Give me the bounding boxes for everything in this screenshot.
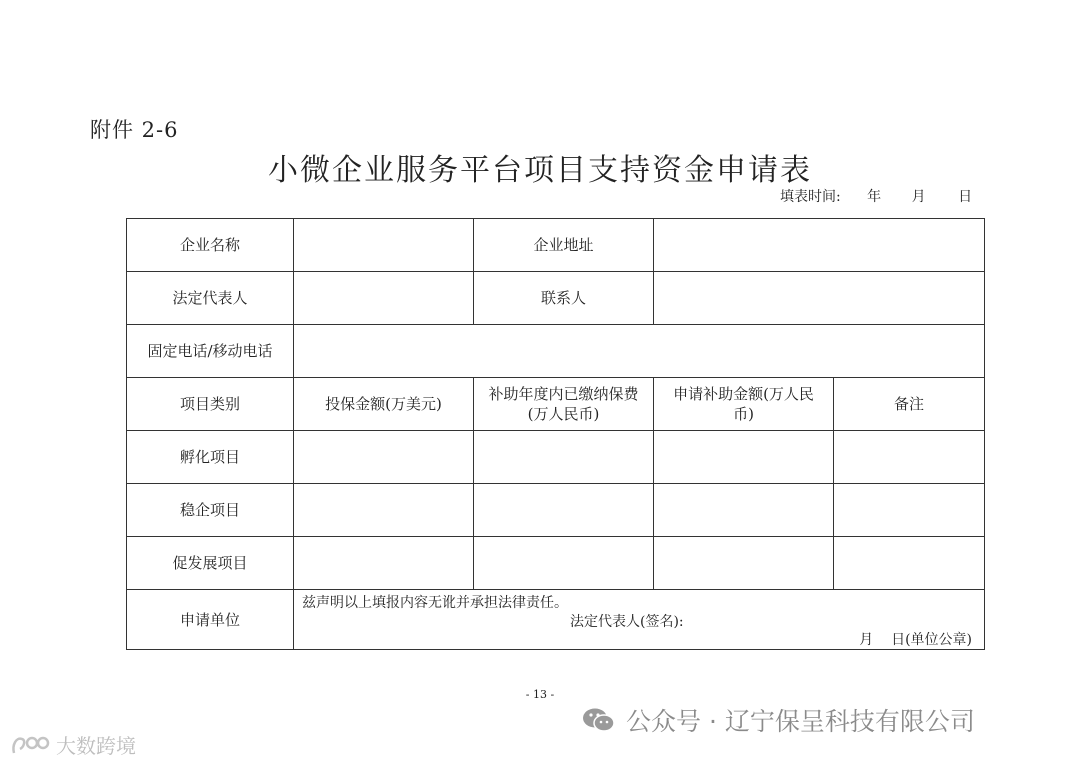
stability-insured-field[interactable] [294, 484, 474, 537]
development-premium-field[interactable] [474, 537, 654, 590]
stability-remarks-field[interactable] [834, 484, 985, 537]
incubation-insured-field[interactable] [294, 431, 474, 484]
fill-date [780, 186, 972, 206]
wechat-watermark [582, 702, 975, 738]
form-title: 小微企业服务平台项目支持资金申请表 [268, 153, 812, 188]
declaration-date-line: 月 日(单位公章) [859, 632, 972, 648]
fill-date-label: 填表时间: [780, 189, 841, 205]
premium-paid-header-line2: (万人民币) [527, 405, 600, 423]
table-row [127, 378, 985, 431]
subsidy-header-line1: 申请补助金额(万人民 [673, 385, 814, 403]
table-row [127, 431, 985, 484]
phone-label: 固定电话/移动电话 [127, 325, 294, 378]
development-subsidy-field[interactable] [654, 537, 834, 590]
declaration-line1: 兹声明以上填报内容无讹并承担法律责任。 [302, 595, 568, 611]
contact-field[interactable] [654, 272, 985, 325]
premium-paid-header [474, 378, 654, 431]
page-number: - 13 - [525, 688, 555, 701]
fill-date-month: 月 [911, 189, 926, 205]
table-row [127, 219, 985, 272]
application-form-table [126, 218, 985, 650]
applicant-label: 申请单位 [127, 590, 294, 650]
wechat-watermark-text: 公众号 · 辽宁保呈科技有限公司 [626, 707, 975, 736]
incubation-premium-field[interactable] [474, 431, 654, 484]
premium-paid-header-line1: 补助年度内已缴纳保费 [488, 385, 639, 403]
company-address-label: 企业地址 [474, 219, 654, 272]
declaration-signature-line: 法定代表人(签名): [570, 614, 684, 630]
fill-date-day: 日 [958, 189, 973, 205]
company-name-label: 企业名称 [127, 219, 294, 272]
stability-premium-field[interactable] [474, 484, 654, 537]
brand-watermark [10, 730, 136, 759]
attachment-label: 附件 2-6 [90, 118, 179, 142]
table-row [127, 484, 985, 537]
subsidy-header-line2: 币) [733, 405, 754, 423]
development-remarks-field[interactable] [834, 537, 985, 590]
legal-rep-field[interactable] [294, 272, 474, 325]
brand-logo-icon [10, 733, 50, 757]
incubation-remarks-field[interactable] [834, 431, 985, 484]
table-row [127, 272, 985, 325]
phone-field[interactable] [294, 325, 985, 378]
declaration-cell[interactable] [294, 590, 985, 650]
company-address-field[interactable] [654, 219, 985, 272]
contact-label: 联系人 [474, 272, 654, 325]
subsidy-header [654, 378, 834, 431]
stability-label: 稳企项目 [127, 484, 294, 537]
development-insured-field[interactable] [294, 537, 474, 590]
development-label: 促发展项目 [127, 537, 294, 590]
table-row [127, 325, 985, 378]
company-name-field[interactable] [294, 219, 474, 272]
incubation-label: 孵化项目 [127, 431, 294, 484]
fill-date-year: 年 [867, 189, 882, 205]
remarks-header: 备注 [834, 378, 985, 431]
wechat-icon [582, 707, 616, 733]
legal-rep-label: 法定代表人 [127, 272, 294, 325]
table-row [127, 590, 985, 650]
project-type-header: 项目类别 [127, 378, 294, 431]
brand-watermark-text: 大数跨境 [56, 734, 136, 758]
stability-subsidy-field[interactable] [654, 484, 834, 537]
incubation-subsidy-field[interactable] [654, 431, 834, 484]
table-row [127, 537, 985, 590]
insured-amount-header: 投保金额(万美元) [294, 378, 474, 431]
